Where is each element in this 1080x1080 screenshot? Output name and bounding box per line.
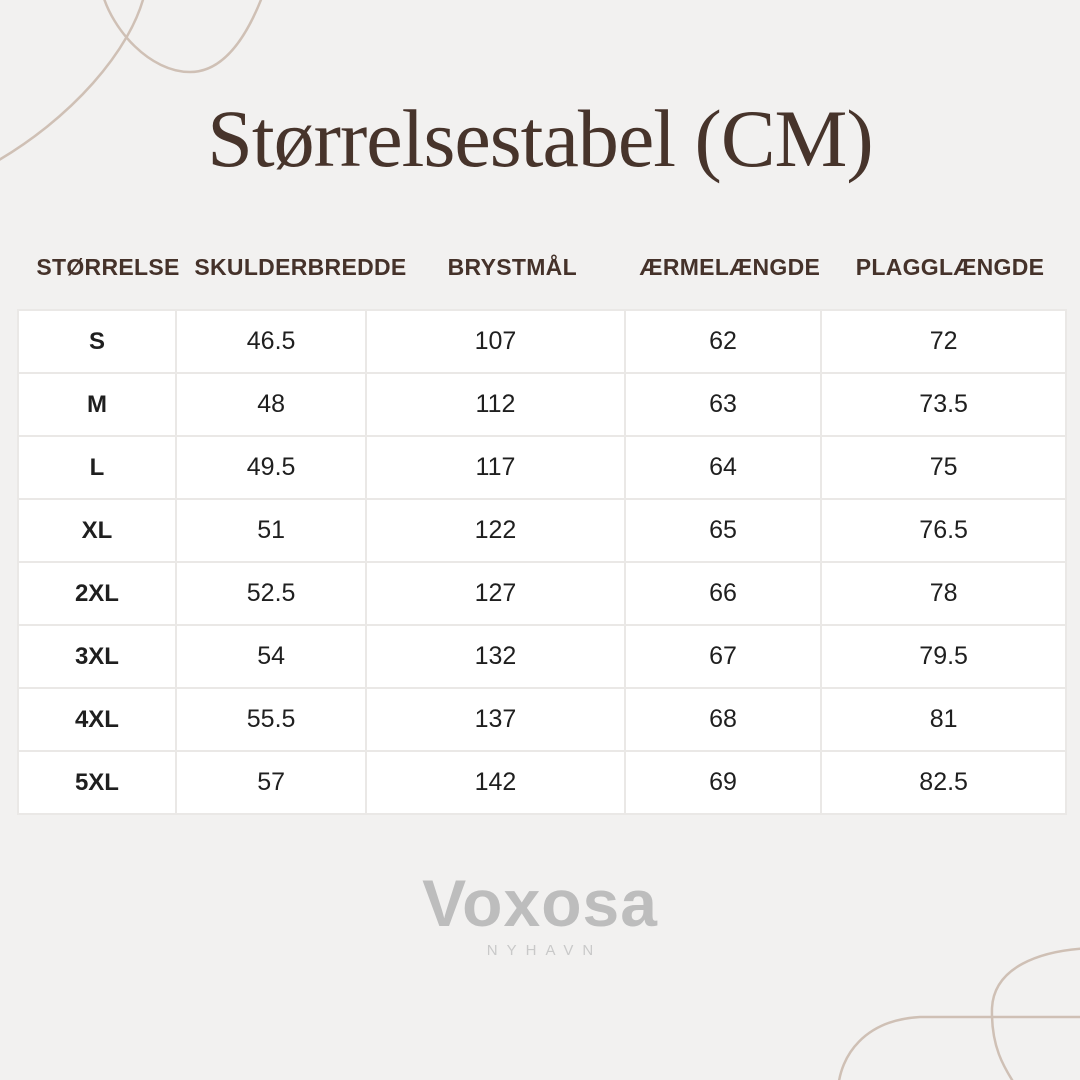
size-table-body xyxy=(17,309,1067,815)
brand-name: Voxosa xyxy=(422,866,658,940)
value-cell: 73.5 xyxy=(822,374,1065,435)
value-cell: 69 xyxy=(626,752,823,813)
table-row xyxy=(19,500,1065,563)
value-cell: 122 xyxy=(367,500,625,561)
value-cell: 46.5 xyxy=(177,311,367,372)
value-cell: 64 xyxy=(626,437,823,498)
value-cell: 49.5 xyxy=(177,437,367,498)
table-row xyxy=(19,626,1065,689)
column-header-garment-length: PLAGGLÆNGDE xyxy=(855,253,1045,280)
value-cell: 57 xyxy=(177,752,367,813)
value-cell: 112 xyxy=(367,374,625,435)
page-title: Størrelsestabel (CM) xyxy=(207,93,873,184)
size-cell: 2XL xyxy=(19,563,177,624)
value-cell: 82.5 xyxy=(822,752,1065,813)
value-cell: 48 xyxy=(177,374,367,435)
table-row xyxy=(19,311,1065,374)
table-row xyxy=(19,752,1065,813)
value-cell: 75 xyxy=(822,437,1065,498)
size-cell: S xyxy=(19,311,177,372)
column-header-shoulder-width: SKULDERBREDDE xyxy=(194,253,407,280)
column-header-sleeve-length: ÆRMELÆNGDE xyxy=(639,253,821,280)
value-cell: 142 xyxy=(367,752,625,813)
size-cell: XL xyxy=(19,500,177,561)
value-cell: 107 xyxy=(367,311,625,372)
value-cell: 81 xyxy=(822,689,1065,750)
value-cell: 67 xyxy=(626,626,823,687)
value-cell: 65 xyxy=(626,500,823,561)
value-cell: 63 xyxy=(626,374,823,435)
size-cell: 5XL xyxy=(19,752,177,813)
value-cell: 79.5 xyxy=(822,626,1065,687)
value-cell: 117 xyxy=(367,437,625,498)
value-cell: 51 xyxy=(177,500,367,561)
value-cell: 127 xyxy=(367,563,625,624)
table-row xyxy=(19,689,1065,752)
size-cell: M xyxy=(19,374,177,435)
table-row xyxy=(19,437,1065,500)
size-cell: L xyxy=(19,437,177,498)
brand-subtitle: NYHAVN xyxy=(486,942,603,959)
size-cell: 3XL xyxy=(19,626,177,687)
value-cell: 55.5 xyxy=(177,689,367,750)
value-cell: 132 xyxy=(367,626,625,687)
value-cell: 78 xyxy=(822,563,1065,624)
brand-logo xyxy=(0,866,1080,959)
value-cell: 52.5 xyxy=(177,563,367,624)
column-header-chest: BRYSTMÅL xyxy=(447,253,577,280)
table-row xyxy=(19,563,1065,626)
value-cell: 54 xyxy=(177,626,367,687)
value-cell: 72 xyxy=(822,311,1065,372)
value-cell: 76.5 xyxy=(822,500,1065,561)
value-cell: 68 xyxy=(626,689,823,750)
value-cell: 62 xyxy=(626,311,823,372)
column-header-size: STØRRELSE xyxy=(36,253,180,280)
value-cell: 137 xyxy=(367,689,625,750)
size-cell: 4XL xyxy=(19,689,177,750)
table-header-row xyxy=(17,252,1063,282)
table-row xyxy=(19,374,1065,437)
value-cell: 66 xyxy=(626,563,823,624)
